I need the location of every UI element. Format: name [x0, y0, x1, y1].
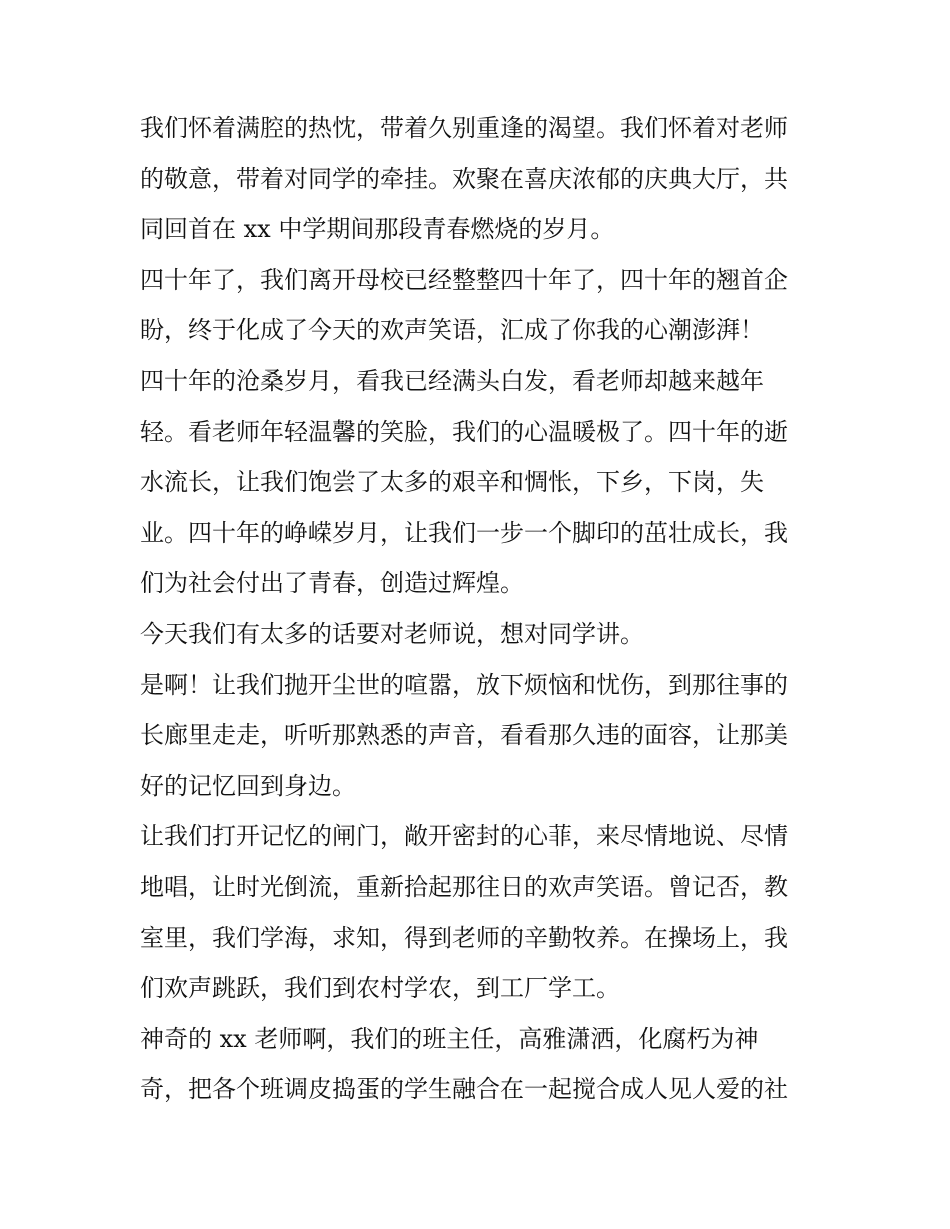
paragraph-6: 让我们打开记忆的闸门，敞开密封的心菲，来尽情地说、尽情 地唱，让时光倒流，重新拾起那往日的欢声笑语。曾记否，教 室里，我们学海，求知，得到老师的辛勤牧养。在操场上，我 们欢声跳跃，我们到农村学农，到工厂学工。 [140, 822, 788, 1003]
paragraph-1: 我们怀着满腔的热忱，带着久别重逢的渴望。我们怀着对老师 的敬意，带着对同学的牵挂。欢聚在喜庆浓郁的庆典大厅，共 同回首在 xx 中学期间那段青春燃烧的岁月。 [140, 114, 788, 244]
paragraph-4: 今天我们有太多的话要对老师说，想对同学讲。 [140, 619, 644, 648]
paragraph-5: 是啊！让我们抛开尘世的喧嚣，放下烦恼和忧伤，到那往事的 长廊里走走，听听那熟悉的声音，看看那久违的面容，让那美 好的记忆回到身边。 [140, 670, 788, 800]
paragraph-7: 神奇的 xx 老师啊，我们的班主任，高雅潇洒，化腐朽为神 奇，把各个班调皮捣蛋的学生融合在一起搅合成人见人爱的社 [140, 1024, 788, 1104]
paragraph-3: 四十年的沧桑岁月，看我已经满头白发，看老师却越来越年 轻。看老师年轻温馨的笑脸，我们的心温暖极了。四十年的逝 水流长，让我们饱尝了太多的艰辛和惆怅，下乡，下岗，失 业。四十年的峥嵘岁月，让我们一步一个脚印的茁壮成长，我 们为社会付出了青春，创造过辉煌。 [140, 366, 788, 598]
document-body [140, 103, 820, 1115]
paragraph-2: 四十年了，我们离开母校已经整整四十年了，四十年的翘首企 盼，终于化成了今天的欢声笑语，汇成了你我的心潮澎湃！ [140, 265, 788, 345]
